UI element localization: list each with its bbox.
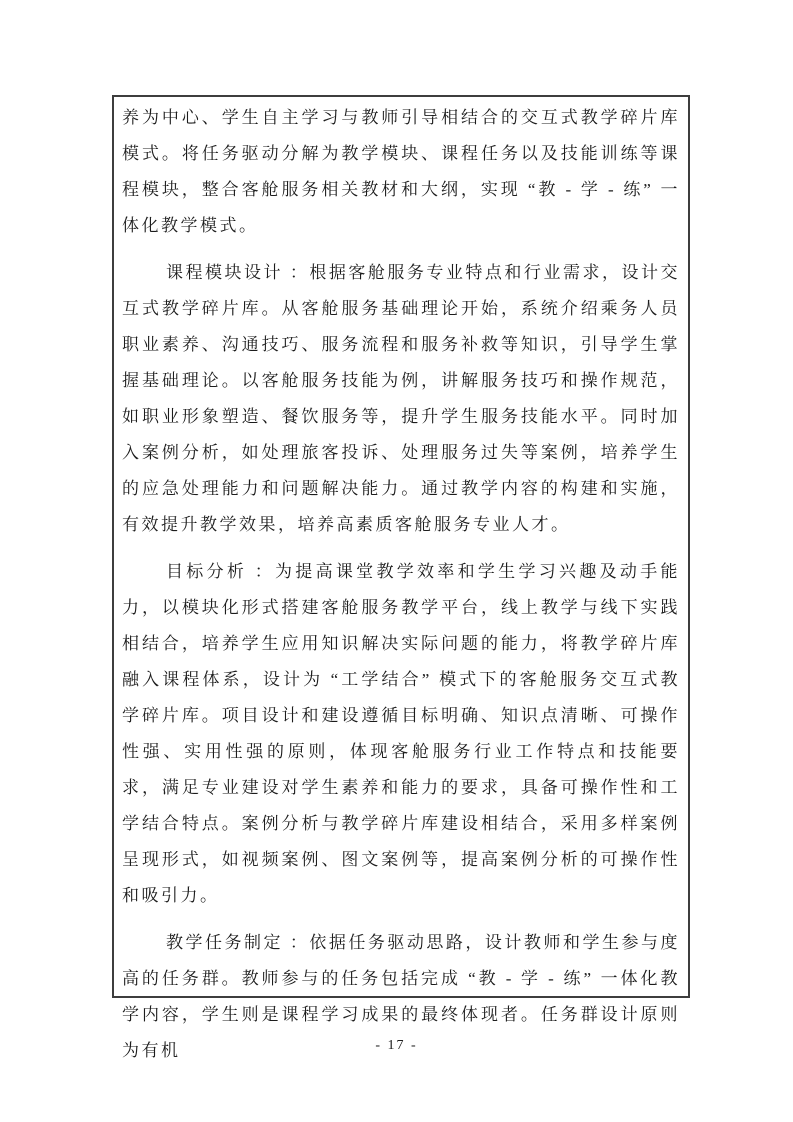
paragraph-continuation: 养为中心、学生自主学习与教师引导相结合的交互式教学碎片库模式。将任务驱动分解为教学模块、课程任务以及技能训练等课程模块，整合客舱服务相关教材和大纲，实现 “教 - 学 - 练” 一体化教学模式。	[122, 108, 680, 235]
paragraph-course-module-design: 课程模块设计 ：根据客舱服务专业特点和行业需求，设计交互式教学碎片库。从客舱服务基础理论开始，系统介绍乘务人员职业素养、沟通技巧、服务流程和服务补救等知识，引导学生掌握基础理论。以客舱服务技能为例，讲解服务技巧和操作规范，如职业形象塑造、餐饮服务等，提升学生服务技能水平。同时加入案例分析，如处理旅客投诉、处理服务过失等案例，培养学生的应急处理能力和问题解决能力。通过教学内容的构建和实施，有效提升教学效果，培养高素质客舱服务专业人才。	[122, 263, 680, 534]
paragraph-goal-analysis: 目标分析 ：为提高课堂教学效率和学生学习兴趣及动手能力，以模块化形式搭建客舱服务教学平台，线上教学与线下实践相结合，培养学生应用知识解决实际问题的能力，将教学碎片库融入课程体系，设计为 “工学结合” 模式下的客舱服务交互式教学碎片库。项目设计和建设遵循目标明确、知识点清晰、可操作性强、实用性强的原则，体现客舱服务行业工作特点和技能要求，满足专业建设对学生素养和能力的要求，具备可操作性和工学结合特点。案例分析与教学碎片库建设相结合，采用多样案例呈现形式，如视频案例、图文案例等，提高案例分析的可操作性和吸引力。	[122, 562, 680, 905]
page-number: - 17 -	[375, 1038, 418, 1053]
paragraph-teaching-task: 教学任务制定 ：依据任务驱动思路，设计教师和学生参与度高的任务群。教师参与的任务包括完成 “教 - 学 - 练” 一体化教学内容，学生则是课程学习成果的最终体现者。任务群设计原则为有机	[122, 933, 680, 1060]
